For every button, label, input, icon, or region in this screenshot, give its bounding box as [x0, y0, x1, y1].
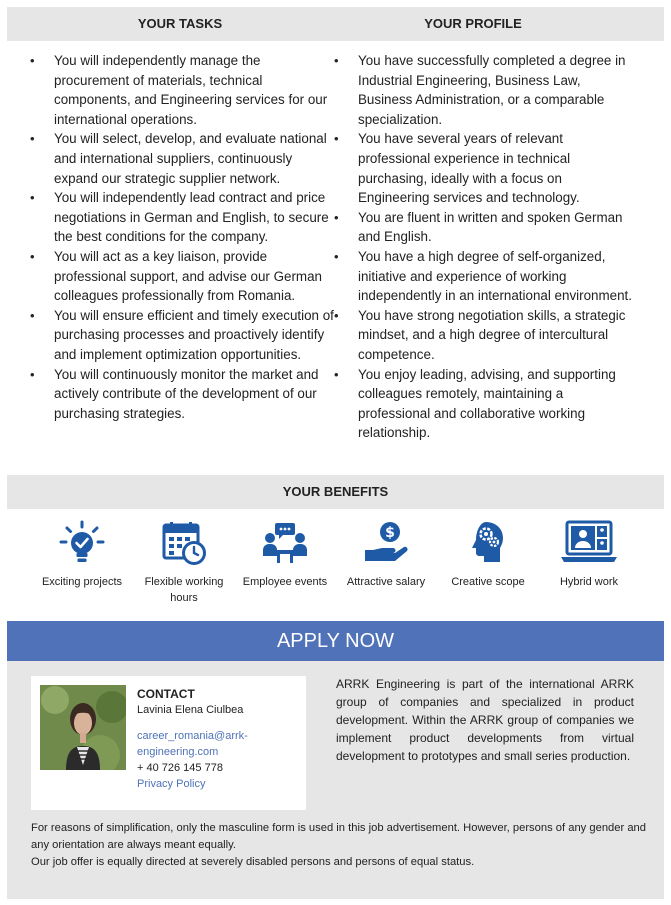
benefit-label: Exciting projects	[41, 576, 123, 588]
contact-section	[7, 661, 664, 899]
disclaimer-line-2: Our job offer is equally directed at severely disabled persons and persons of equal status.	[31, 856, 475, 868]
laptop-video-call-icon	[560, 520, 618, 566]
benefit-exciting-projects	[30, 520, 134, 590]
head-gears-icon	[465, 520, 511, 566]
benefit-label: Hybrid work	[559, 576, 619, 588]
list-item: • You have a high degree of self-organized, initiative and experience of working independently in an international environment.	[334, 247, 634, 306]
contact-card	[31, 676, 306, 810]
tasks-list	[30, 51, 335, 423]
contact-email-link[interactable]	[137, 728, 302, 760]
tasks-heading: YOUR TASKS	[137, 16, 223, 31]
apply-now-button[interactable]: APPLY NOW	[7, 621, 664, 661]
benefit-employee-events	[233, 520, 337, 590]
email-line-1[interactable]: career_romania@arrk-	[137, 730, 248, 742]
calendar-clock-icon	[161, 520, 207, 566]
list-item: • You have several years of relevant professional experience in technical purchasing, ideally with a focus on Engineering services and technology.	[334, 129, 634, 207]
contact-title: CONTACT	[137, 687, 195, 701]
company-about: ARRK Engineering is part of the international ARRK group of companies and specialized in product development. Within the ARRK group of companies we implement product developments from virtual development to prototypes and small series production.	[336, 677, 634, 763]
list-item: • You are fluent in written and spoken German and English.	[334, 208, 634, 247]
benefits-heading: YOUR BENEFITS	[7, 475, 664, 509]
benefit-label: Flexible working hours	[144, 576, 224, 604]
hand-coin-icon	[363, 520, 409, 566]
lightbulb-check-icon	[59, 520, 105, 566]
people-meeting-icon	[262, 520, 308, 566]
disclaimer	[31, 820, 651, 871]
list-item: • You will continuously monitor the market and actively contribute of the development of our purchasing strategies.	[30, 365, 335, 424]
disclaimer-line-1: For reasons of simplification, only the masculine form is used in this job advertisement. However, persons of any gender and any orientation are always meant equally.	[31, 822, 646, 851]
benefit-creative-scope	[436, 520, 540, 590]
svg-text:$: $	[385, 525, 395, 541]
section-header-row	[7, 7, 664, 41]
email-line-2[interactable]: engineering.com	[137, 746, 219, 758]
benefit-label: Employee events	[242, 576, 328, 588]
benefit-label: Attractive salary	[346, 576, 426, 588]
contact-phone: + 40 726 145 778	[137, 762, 223, 774]
list-item: • You will select, develop, and evaluate national and international suppliers, continuously expand our strategic supplier network.	[30, 129, 335, 188]
list-item: • You enjoy leading, advising, and supporting colleagues remotely, maintaining a professional and collaborative working relationship.	[334, 365, 634, 443]
profile-heading: YOUR PROFILE	[424, 16, 522, 31]
benefit-label: Creative scope	[451, 576, 525, 588]
benefit-attractive-salary	[334, 520, 438, 590]
list-item: • You will act as a key liaison, provide professional support, and advise our German colleagues professionally from Romania.	[30, 247, 335, 306]
benefit-hybrid-work	[537, 520, 641, 590]
contact-name: Lavinia Elena Ciulbea	[137, 704, 244, 716]
list-item: • You will independently manage the procurement of materials, technical components, and Engineering services for our international operations.	[30, 51, 335, 129]
list-item: • You have successfully completed a degree in Industrial Engineering, Business Law, Business Administration, or a comparable specialization.	[334, 51, 634, 129]
list-item: • You have strong negotiation skills, a strategic mindset, and a high degree of intercultural competence.	[334, 306, 634, 365]
list-item: • You will independently lead contract and price negotiations in German and English, to secure the best conditions for the company.	[30, 188, 335, 247]
profile-list	[334, 51, 634, 443]
privacy-policy-link[interactable]: Privacy Policy	[137, 778, 206, 790]
contact-photo	[40, 685, 126, 770]
contact-details	[137, 686, 302, 792]
benefit-flexible-hours	[132, 520, 236, 606]
list-item: • You will ensure efficient and timely execution of purchasing processes and proactively identify and implement optimization opportunities.	[30, 306, 335, 365]
